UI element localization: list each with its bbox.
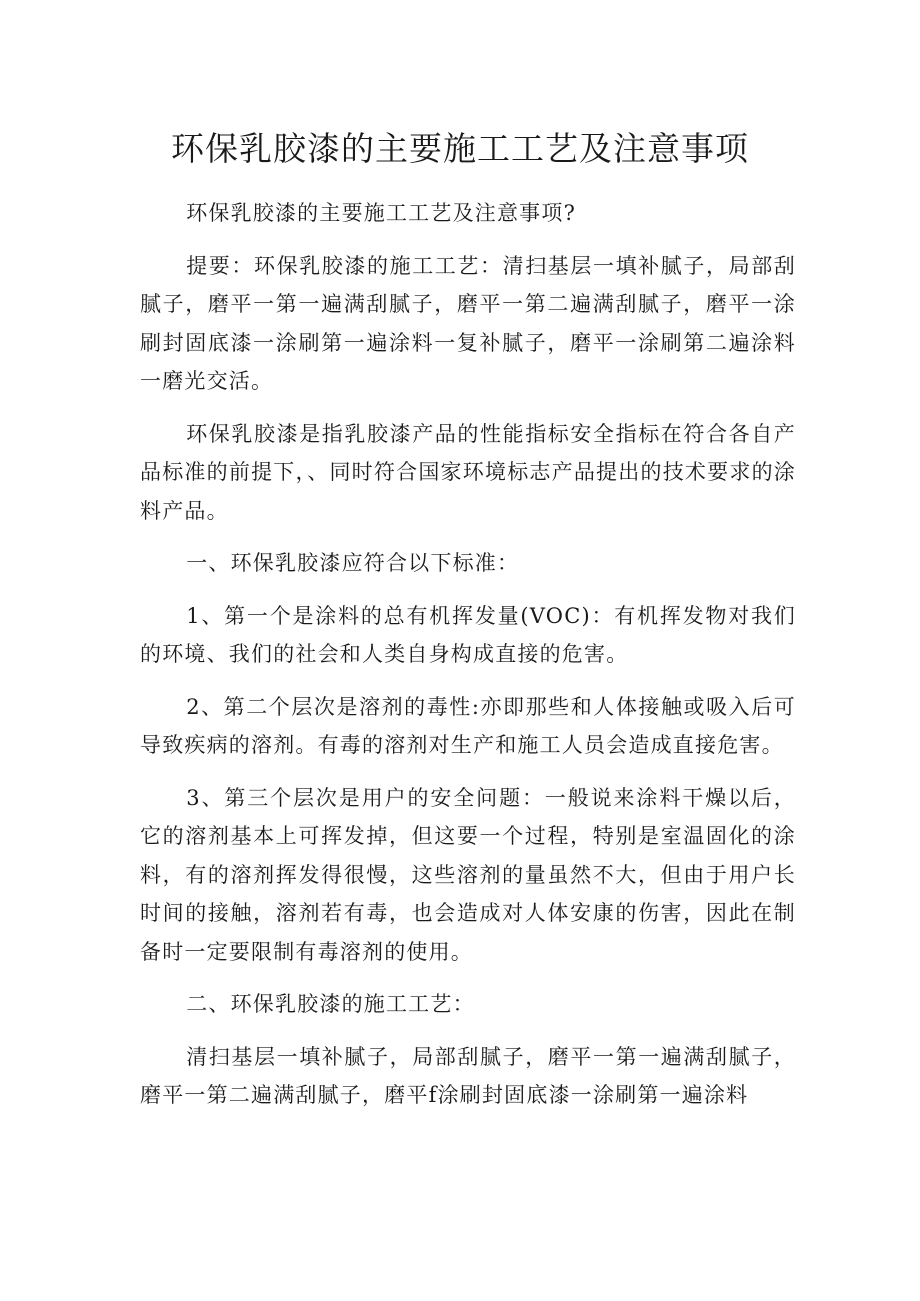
paragraph-standard-2: 2、第二个层次是溶剂的毒性:亦即那些和人体接触或吸入后可导致疾病的溶剂。有毒的溶剂对生产和施工人员会造成直接危害。 — [140, 694, 796, 757]
paragraph-standard-3: 3、第三个层次是用户的安全问题：一般说来涂料干燥以后，它的溶剂基本上可挥发掉，但这要一个过程，特别是室温固化的涂料，有的溶剂挥发得很慢，这些溶剂的量虽然不大，但由于用户长时间的接触，溶剂若有毒，也会造成对人体安康的伤害，因此在制备时一定要限制有毒溶剂的使用。 — [140, 785, 796, 964]
document-title: 环保乳胶漆的主要施工工艺及注意事项 — [171, 129, 749, 168]
paragraph-summary: 提要：环保乳胶漆的施工工艺：清扫基层一填补腻子，局部刮腻子，磨平一第一遍满刮腻子，磨平一第二遍满刮腻子，磨平一涂刷封固底漆一涂刷第一遍涂料一复补腻子，磨平一涂刷第二遍涂料一磨光交活。 — [140, 253, 796, 393]
paragraph-process-steps: 清扫基层一填补腻子，局部刮腻子，磨平一第一遍满刮腻子，磨平一第二遍满刮腻子，磨平f涂刷封固底漆一涂刷第一遍涂料 — [140, 1044, 796, 1107]
document-body — [140, 194, 796, 1129]
section-heading-process: 二、环保乳胶漆的施工工艺： — [186, 992, 475, 1016]
paragraph-standard-1: 1、第一个是涂料的总有机挥发量(VOC)：有机挥发物对我们的环境、我们的社会和人类自身构成直接的危害。 — [140, 603, 796, 666]
paragraph-question: 环保乳胶漆的主要施工工艺及注意事项? — [186, 201, 577, 225]
paragraph-definition: 环保乳胶漆是指乳胶漆产品的性能指标安全指标在符合各自产品标准的前提下，、同时符合国家环境标志产品提出的技术要求的涂料产品。 — [140, 421, 796, 523]
section-heading-standards: 一、环保乳胶漆应符合以下标准： — [186, 551, 520, 575]
